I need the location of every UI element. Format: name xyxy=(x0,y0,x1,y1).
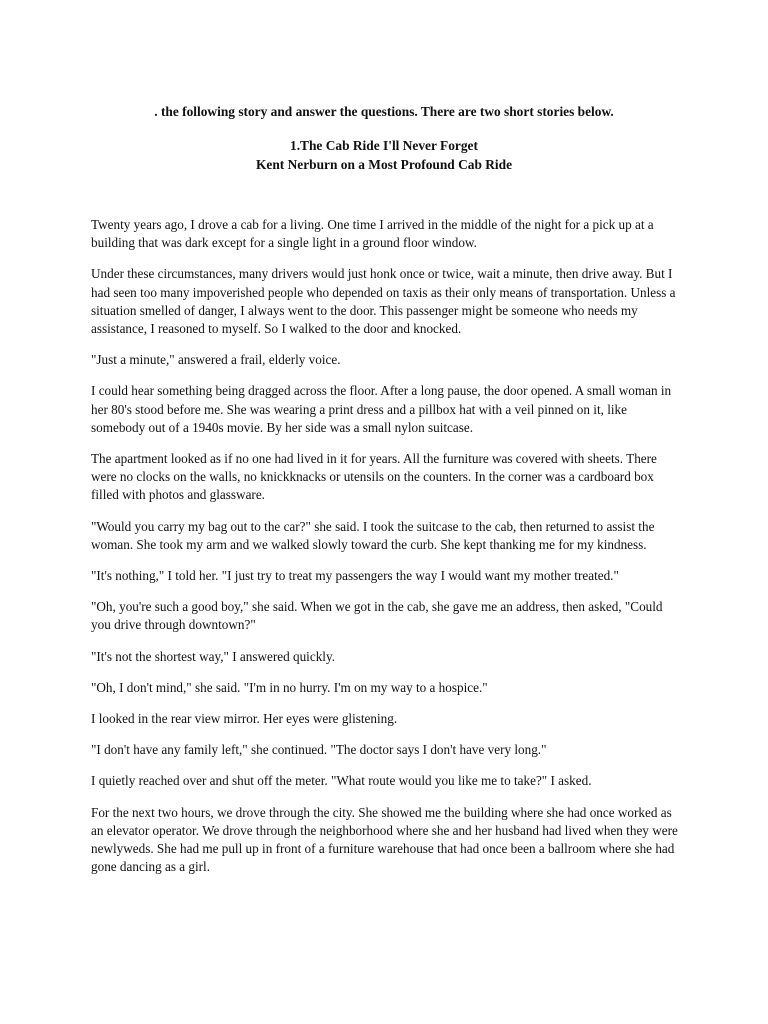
story-heading xyxy=(0,136,768,174)
paragraph: I looked in the rear view mirror. Her eyes were glistening. xyxy=(91,711,398,727)
story-subtitle: Kent Nerburn on a Most Profound Cab Ride xyxy=(255,157,513,172)
paragraph: The apartment looked as if no one had lived in it for years. All the furniture was covered with sheets. There were no clocks on the walls, no knickknacks or utensils on the counters. In the corner was a cardboard box filled with photos and glassware. xyxy=(91,451,657,503)
paragraph: "Oh, you're such a good boy," she said. When we got in the cab, she gave me an address, then asked, "Could you drive through downtown?" xyxy=(91,599,663,633)
story-body xyxy=(91,216,681,889)
paragraph: "Oh, I don't mind," she said. "I'm in no hurry. I'm on my way to a hospice." xyxy=(91,679,488,695)
paragraph: "It's nothing," I told her. "I just try to treat my passengers the way I would want my mother treated." xyxy=(91,568,619,584)
instruction-text: . the following story and answer the questions. There are two short stories below. xyxy=(154,104,614,119)
paragraph: Twenty years ago, I drove a cab for a living. One time I arrived in the middle of the night for a pick up at a building that was dark except for a single light in a ground floor window. xyxy=(91,217,654,251)
paragraph: "Just a minute," answered a frail, elderly voice. xyxy=(91,352,341,368)
story-title: 1.The Cab Ride I'll Never Forget xyxy=(290,138,478,153)
paragraph: "I don't have any family left," she continued. "The doctor says I don't have very long." xyxy=(91,742,547,758)
paragraph: "Would you carry my bag out to the car?" she said. I took the suitcase to the cab, then returned to assist the woman. She took my arm and we walked slowly toward the curb. She kept thanking me for my kindness. xyxy=(91,518,655,552)
paragraph: Under these circumstances, many drivers would just honk once or twice, wait a minute, then drive away. But I had seen too many impoverished people who depended on taxis as their only means of transportation. Unless a situation smelled of danger, I always went to the door. This passenger might be someone who needs my assistance, I reasoned to myself. So I walked to the door and knocked. xyxy=(91,266,676,337)
paragraph: I could hear something being dragged across the floor. After a long pause, the door opened. A small woman in her 80's stood before me. She was wearing a print dress and a pillbox hat with a veil pinned on it, like somebody out of a 1940s movie. By her side was a small nylon suitcase. xyxy=(91,383,672,435)
paragraph: I quietly reached over and shut off the meter. "What route would you like me to take?" I asked. xyxy=(91,773,592,789)
paragraph: For the next two hours, we drove through the city. She showed me the building where she had once worked as an elevator operator. We drove through the neighborhood where she and her husband had lived when they were newlyweds. She had me pull up in front of a furniture warehouse that had once been a ballroom where she had gone dancing as a girl. xyxy=(91,804,678,875)
paragraph: "It's not the shortest way," I answered quickly. xyxy=(91,648,335,664)
